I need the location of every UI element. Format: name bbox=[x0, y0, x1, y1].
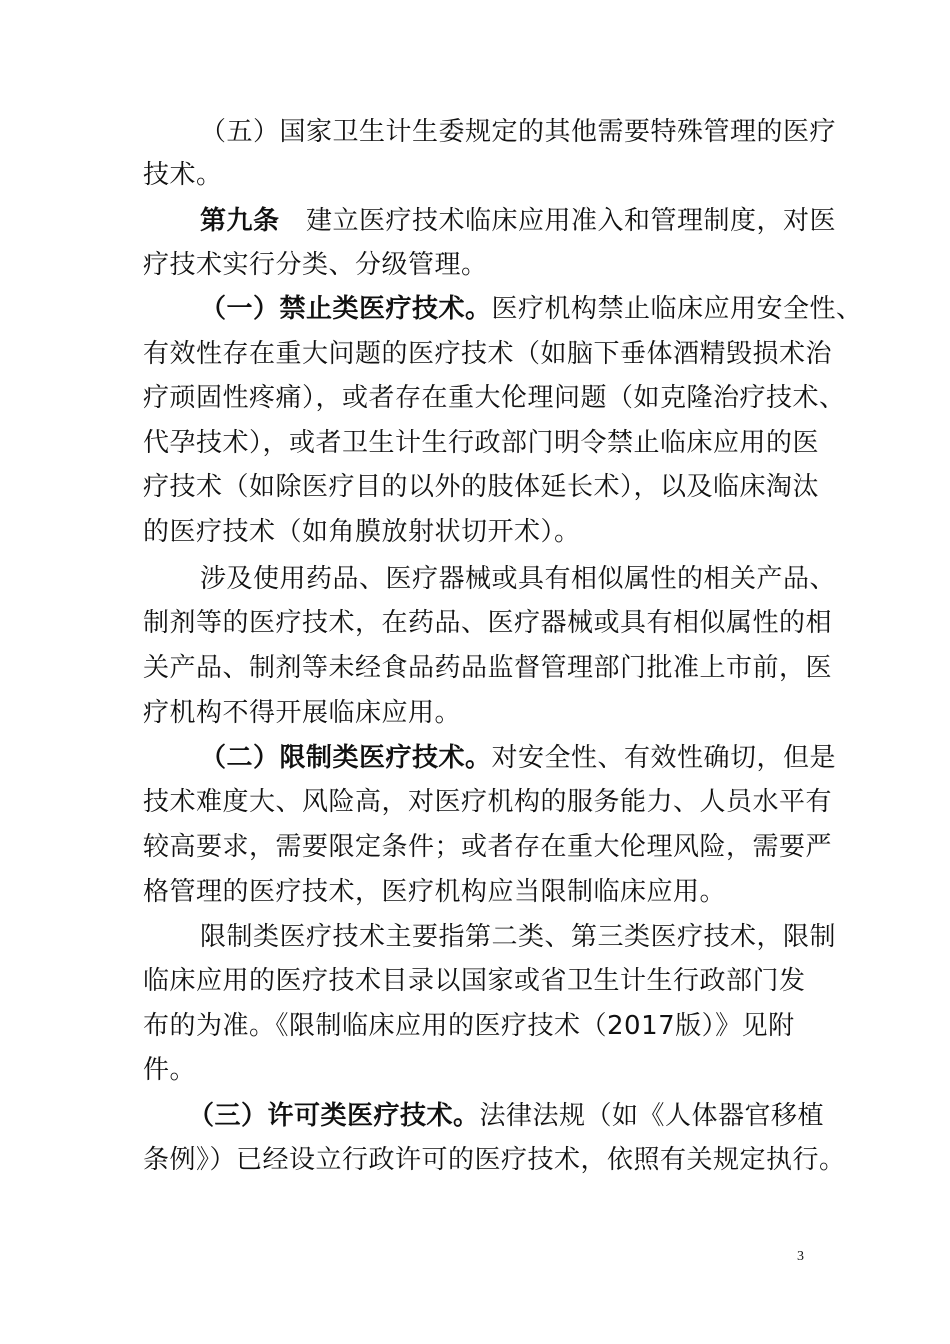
text-line: 技术难度大、风险高，对医疗机构的服务能力、人员水平有 bbox=[143, 787, 833, 817]
article-9-title: 第九条 bbox=[200, 206, 280, 236]
text-line: 临床应用的医疗技术目录以国家或省卫生计生行政部门发 bbox=[143, 966, 806, 996]
text-line: 代孕技术），或者卫生计生行政部门明令禁止临床应用的医 bbox=[143, 428, 820, 458]
section-2-text: 对安全性、有效性确切，但是 bbox=[491, 743, 837, 773]
section-2-line bbox=[200, 742, 870, 774]
text-line: 技术。 bbox=[143, 160, 223, 190]
section-1-text: 医疗机构禁止临床应用安全性、 bbox=[491, 294, 863, 324]
text-line: 疗技术实行分类、分级管理。 bbox=[143, 250, 488, 280]
section-3-line bbox=[188, 1100, 858, 1132]
section-2-heading: （二）限制类医疗技术。 bbox=[200, 743, 492, 773]
text-line: 疗技术（如除医疗目的以外的肢体延长术），以及临床淘汰 bbox=[143, 472, 820, 502]
text-line: 较高要求，需要限定条件；或者存在重大伦理风险，需要严 bbox=[143, 832, 833, 862]
section-1-line bbox=[200, 293, 870, 325]
article-9-text: 建立医疗技术临床应用准入和管理制度，对医 bbox=[306, 206, 837, 236]
text-line: 布的为准。《限制临床应用的医疗技术（2017版）》见附 bbox=[143, 1011, 795, 1041]
article-9-line bbox=[200, 205, 870, 237]
text-line: 格管理的医疗技术，医疗机构应当限制临床应用。 bbox=[143, 877, 727, 907]
text-line: 疗顽固性疼痛），或者存在重大伦理问题（如克隆治疗技术、 bbox=[143, 383, 846, 413]
text-line: 有效性存在重大问题的医疗技术（如脑下垂体酒精毁损术治 bbox=[143, 339, 833, 369]
section-3-text: 法律法规（如《人体器官移植 bbox=[479, 1101, 825, 1131]
text-line: 件。 bbox=[143, 1055, 197, 1085]
text-line: 疗机构不得开展临床应用。 bbox=[143, 698, 462, 728]
section-3-heading: （三）许可类医疗技术。 bbox=[188, 1101, 480, 1131]
section-1-heading: （一）禁止类医疗技术。 bbox=[200, 294, 492, 324]
text-line: 涉及使用药品、医疗器械或具有相似属性的相关产品、 bbox=[200, 564, 837, 594]
text-line: 制剂等的医疗技术，在药品、医疗器械或具有相似属性的相 bbox=[143, 608, 833, 638]
text-line: （五）国家卫生计生委规定的其他需要特殊管理的医疗 bbox=[200, 117, 837, 147]
text-line: 关产品、制剂等未经食品药品监督管理部门批准上市前，医 bbox=[143, 653, 833, 683]
text-line: 的医疗技术（如角膜放射状切开术）。 bbox=[143, 517, 581, 547]
text-line: 条例》）已经设立行政许可的医疗技术，依照有关规定执行。 bbox=[143, 1145, 846, 1175]
page-number: 3 bbox=[797, 1249, 804, 1264]
text-line: 限制类医疗技术主要指第二类、第三类医疗技术，限制 bbox=[200, 922, 837, 952]
